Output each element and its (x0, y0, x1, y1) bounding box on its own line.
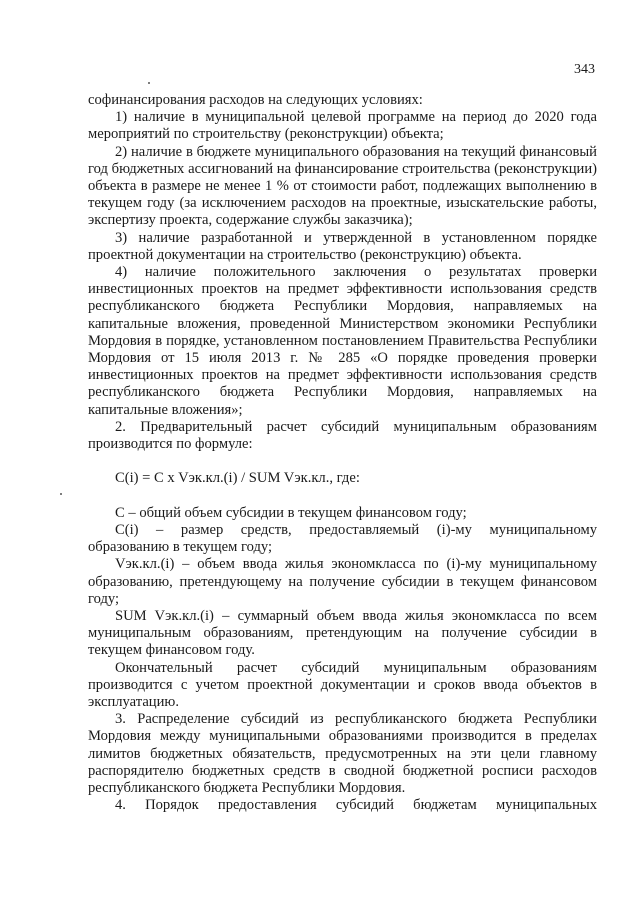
paragraph: SUM Vэк.кл.(i) – суммарный объем ввода жилья экономкласса по всем муниципальным образованиям, претендующим на получение субсидии в текущем финансовом году. (88, 608, 597, 659)
paragraph: 2. Предварительный расчет субсидий муниципальным образованиям производится по формуле: (88, 418, 597, 453)
paragraph: Vэк.кл.(i) – объем ввода жилья экономкласса по (i)-му муниципальному образованию, претендующему на получение субсидии в текущем финансовом году; (88, 556, 597, 607)
paragraph: Окончательный расчет субсидий муниципальным образованиям производится с учетом проектной документации и сроков ввода объектов в эксплуатацию. (88, 659, 597, 711)
document-body (88, 92, 597, 815)
paragraph: C – общий объем субсидии в текущем финансовом году; (115, 504, 467, 521)
blank-line (88, 488, 597, 505)
scan-speck (148, 82, 150, 84)
paragraph: 3. Распределение субсидий из республиканского бюджета Республики Мордовия между муниципальными образованиями производится в пределах лимитов бюджетных обязательств, предусмотренных на эти цели главному распорядителю бюджетных средств в сводной бюджетной росписи расходов республиканского бюджета Республики Мордовия. (88, 711, 597, 797)
paragraph: C(i) – размер средств, предоставляемый (i)-му муниципальному образованию в текущем году; (88, 522, 597, 556)
blank-line (88, 453, 597, 470)
formula: C(i) = C x Vэк.кл.(i) / SUM Vэк.кл., где: (115, 470, 360, 487)
paragraph: 4) наличие положительного заключения о результатах проверки инвестиционных проектов на предмет эффективности использования средств республиканского бюджета Республики Мордовия, направляемых на капитальные вложения, проведенной Министерством экономики Республики Мордовия в порядке, установленном постановлением Правительства Республики Мордовия от 15 июля 2013 г. № 285 «О порядке проведения проверки инвестиционных проектов на предмет эффективности использования средств республиканского бюджета Республики Мордовия, направляемых на капитальные вложения»; (88, 264, 597, 418)
paragraph: 3) наличие разработанной и утвержденной в установленном порядке проектной документации на строительство (реконструкцию) объекта. (88, 229, 597, 263)
paragraph: софинансирования расходов на следующих условиях: (88, 92, 423, 108)
paragraph: 1) наличие в муниципальной целевой программе на период до 2020 года мероприятий по строительству (реконструкции) объекта; (88, 109, 597, 143)
paragraph: 4. Порядок предоставления субсидий бюджетам муниципальных (115, 797, 597, 814)
paragraph: 2) наличие в бюджете муниципального образования на текущий финансовый год бюджетных ассигнований на финансирование строительства (реконструкции) объекта в размере не менее 1 % от стоимости работ, подлежащих выполнению в текущем году (за исключением расходов на проектные, изыскательские работы, экспертизу проекта, содержание службы заказчика); (88, 143, 597, 229)
page-number: 343 (574, 62, 595, 77)
scan-speck (60, 493, 62, 495)
